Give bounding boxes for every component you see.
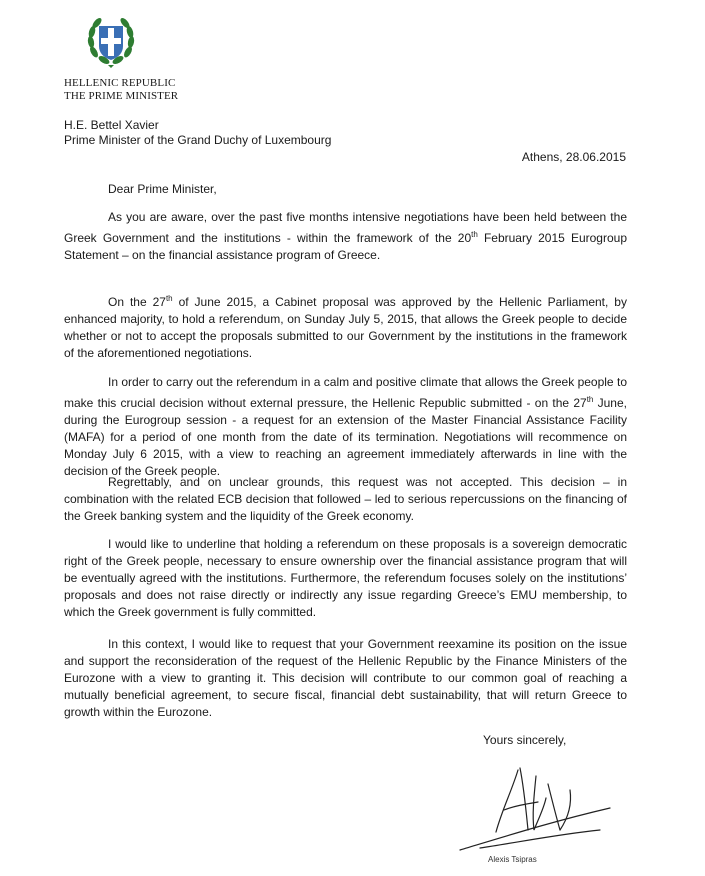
paragraph-2-text-a: On the 27: [108, 295, 166, 309]
paragraph-1: [64, 209, 627, 264]
paragraph-3: [64, 374, 627, 480]
letterhead-office: THE PRIME MINISTER: [64, 90, 179, 102]
closing: Yours sincerely,: [483, 733, 567, 747]
recipient-block: [64, 118, 331, 148]
paragraph-2: [64, 290, 627, 362]
letterhead-country: HELLENIC REPUBLIC: [64, 77, 176, 89]
signatory-name: Alexis Tsipras: [488, 855, 537, 864]
letterhead: [64, 77, 178, 103]
paragraph-2-text-b: of June 2015, a Cabinet proposal was approved by the Hellenic Parliament, by enhanced majority, to hold a referendum, on Sunday July 5, 2015, that allows the Greek people to decide whether or not to accept the proposals submitted to our Government by the institutions in the framework of the aforementioned negotiations.: [64, 295, 627, 360]
recipient-name: H.E. Bettel Xavier: [64, 118, 159, 132]
salutation: Dear Prime Minister,: [108, 182, 217, 196]
paragraph-1-text-b: February 2015 Eurogroup Statement – on the financial assistance program of Greece.: [64, 231, 627, 262]
letter-date: Athens, 28.06.2015: [521, 150, 626, 164]
paragraph-6: In this context, I would like to request that your Government reexamine its position on the issue and support the reconsideration of the request of the Hellenic Republic by the Finance Ministers of the Eurozone with a view to granting it. This decision will contribute to our common goal of reaching a mutually beneficial agreement, to secure fiscal, financial debt sustainability, that will return Greece to growth within the Eurozone.: [64, 637, 627, 719]
paragraph-3-text-a: In order to carry out the referendum in a calm and positive climate that allows the Greek people to make this crucial decision without external pressure, the Hellenic Republic submitted - on the 27: [64, 375, 627, 410]
paragraph-1-ordinal: th: [471, 230, 478, 239]
recipient-title: Prime Minister of the Grand Duchy of Luxembourg: [64, 133, 332, 147]
paragraph-3-ordinal: th: [586, 395, 594, 404]
greek-emblem-icon: [86, 12, 136, 70]
handwritten-signature: [440, 760, 630, 858]
paragraph-3-text-b: June, during the Eurogroup session - a request for an extension of the Master Financial Assistance Facility (MAFA) for a period of one month from the date of its termination. Negotiations will recommence on Monday July 6 2015, with a view to reaching an agreement immediately afterwards in line with the decision of the Greek people.: [64, 396, 627, 478]
paragraph-2-ordinal: th: [165, 294, 173, 303]
paragraph-5: I would like to underline that holding a referendum on these proposals is a sovereign democratic right of the Greek people, necessary to ensure ownership over the financial assistance program that will be eventually agreed with the institutions. Furthermore, the referendum focuses solely on the institutions’ proposals and does not raise directly or indirectly any issue regarding Greece’s EMU membership, to which the Greek government is fully committed.: [64, 537, 627, 619]
paragraph-1-text-a: As you are aware, over the past five months intensive negotiations have been held between the Greek Government and the institutions - within the framework of the 20: [64, 210, 627, 245]
paragraph-4: Regrettably, and on unclear grounds, this request was not accepted. This decision – in combination with the related ECB decision that followed – led to serious repercussions on the financing of the Greek banking system and the liquidity of the Greek economy.: [64, 475, 627, 523]
